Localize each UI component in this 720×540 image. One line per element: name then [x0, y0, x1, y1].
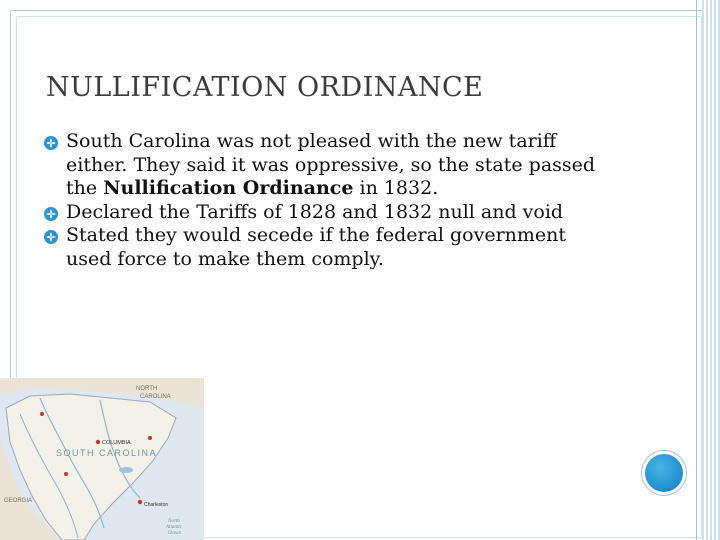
decorative-side-rail: [702, 0, 720, 540]
bullet-item: [44, 201, 604, 225]
map-label-north: NORTH: [136, 386, 158, 392]
map-label-ocean-3: Ocean: [168, 531, 182, 536]
map-label-charleston: Charleston: [144, 502, 169, 508]
bullet-item: [44, 224, 604, 271]
map-state-label: SOUTH CAROLINA: [56, 448, 158, 458]
map-city-marker: [96, 440, 100, 444]
bullet-item: [44, 130, 604, 201]
bullet-text: Stated they would secede if the federal government used force to make them comply.: [66, 224, 567, 270]
map-label-georgia: GEORGIA: [4, 498, 33, 504]
four-petal-bullet-icon: [44, 207, 58, 221]
map-city-marker: [148, 436, 152, 440]
four-petal-bullet-icon: [44, 136, 58, 150]
south-carolina-map-image: [0, 378, 204, 540]
bullet-text: Declared the Tariffs of 1828 and 1832 null and void: [66, 200, 564, 223]
map-label-columbia: COLUMBIA: [102, 440, 131, 446]
map-city-marker: [40, 412, 44, 416]
map-city-marker: [64, 472, 68, 476]
bullet-text-end: in 1832.: [353, 177, 439, 199]
decorative-circle-icon: [645, 454, 683, 492]
decorative-rail-line: [696, 0, 697, 540]
four-petal-bullet-icon: [44, 230, 58, 244]
bullet-bold-text: Nullification Ordinance: [103, 177, 354, 199]
bullet-text: South Carolina was not pleased with the new tariff either. They said it was oppressive, so the state passed the: [66, 130, 596, 199]
slide-title: NULLIFICATION ORDINANCE: [46, 72, 484, 103]
map-city-marker: [138, 500, 142, 504]
map-lake: [119, 467, 133, 473]
map-label-ocean-2: Atlantic: [166, 525, 182, 530]
south-carolina-map: [0, 378, 204, 540]
map-label-ocean-1: North: [168, 519, 180, 524]
bullet-list: [44, 130, 604, 271]
map-label-carolina: CAROLINA: [140, 394, 171, 400]
